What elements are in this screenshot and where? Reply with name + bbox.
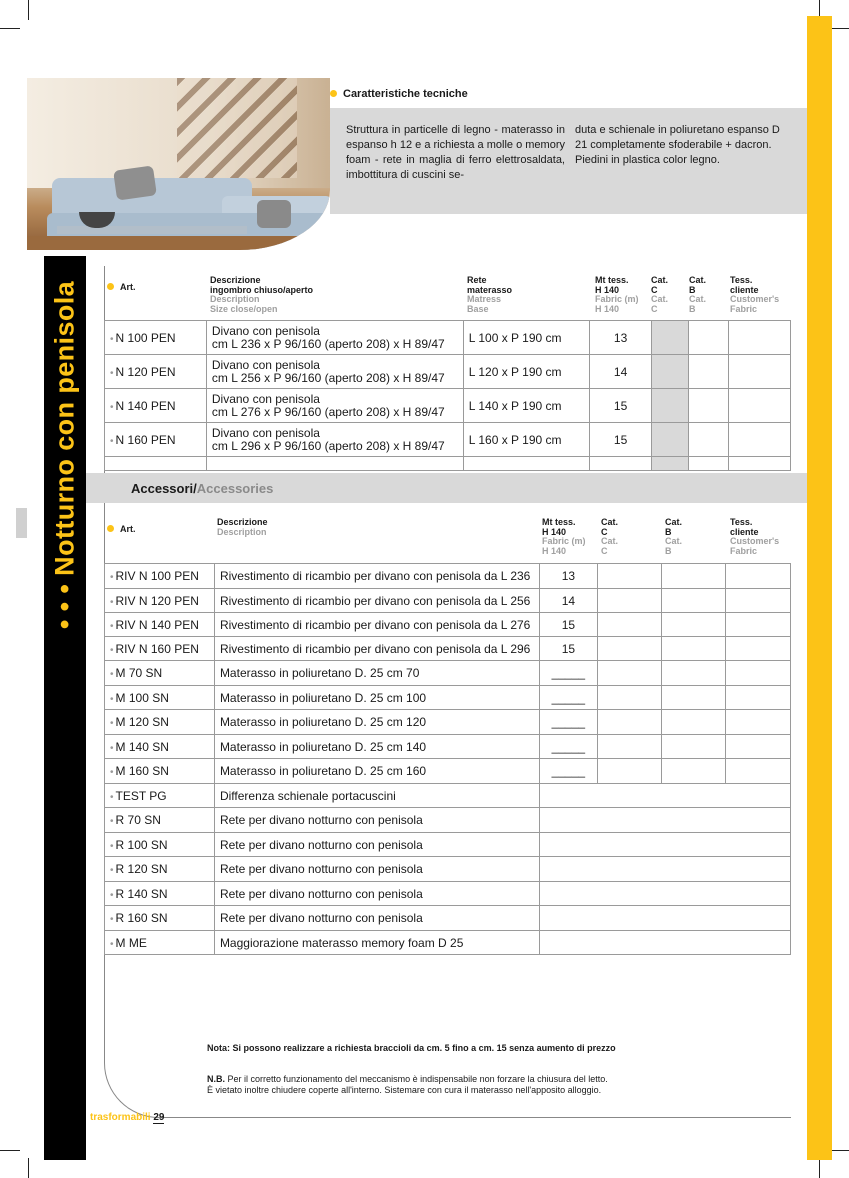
bullet-icon — [107, 283, 114, 290]
table-row: • M 120 SN Materasso in poliuretano D. 25 cm 120 _____ — [105, 710, 791, 735]
table-row: • R 140 SN Rete per divano notturno con penisola — [105, 882, 791, 906]
table-row: • M 160 SN Materasso in poliuretano D. 25 cm 160 _____ — [105, 759, 791, 784]
yellow-side-bar — [807, 16, 832, 1160]
accessories-title: Accessori/Accessories — [131, 481, 274, 496]
tech-text-col2: duta e schienale in poliuretano espanso D 21 completamente sfoderabile + dacron. Piedini in plastica color legno. — [575, 124, 780, 166]
table-row: • M 70 SN Materasso in poliuretano D. 25 cm 70 _____ — [105, 661, 791, 686]
acc-header-art: Art. — [107, 525, 136, 535]
table-row: • RIV N 140 PEN Rivestimento di ricambio per divano con penisola da L 276 15 — [105, 613, 791, 637]
main-table — [104, 320, 791, 471]
header-cat-b: Cat. B Cat. B — [689, 275, 707, 314]
table-row: • R 120 SN Rete per divano notturno con penisola — [105, 857, 791, 882]
header-tess: Tess. cliente Customer's Fabric — [730, 275, 780, 314]
header-art: Art. — [107, 283, 136, 293]
note-text: Nota: Si possono realizzare a richiesta braccioli da cm. 5 fino a cm. 15 senza aumento di prezzo — [207, 1043, 616, 1053]
nb-text: N.B. Per il corretto funzionamento del meccanismo è indispensabile non forzare la chiusura del letto. È vietato inoltre chiudere coperte all'interno. Sistemare con cura il materasso nell'apposito alloggio. — [207, 1074, 608, 1095]
header-cat-c: Cat. C Cat. C — [651, 275, 669, 314]
crop-mark — [829, 28, 849, 29]
table-row: • R 160 SN Rete per divano notturno con penisola — [105, 906, 791, 931]
tech-heading: Caratteristiche tecniche — [330, 88, 468, 100]
table-row: • R 100 SN Rete per divano notturno con penisola — [105, 833, 791, 857]
table-row: • N 140 PEN Divano con penisola cm L 276 x P 96/160 (aperto 208) x H 89/47 L 140 x P 190 cm 15 — [105, 389, 791, 423]
acc-header-desc: Descrizione Description — [217, 517, 268, 537]
acc-header-cat-c: Cat. C Cat. C — [601, 517, 619, 556]
crop-mark — [829, 1150, 849, 1151]
header-mt: Mt tess. H 140 Fabric (m) H 140 — [595, 275, 639, 314]
accessories-table — [104, 563, 791, 955]
page-number: 29 — [153, 1112, 165, 1123]
table-row: • RIV N 160 PEN Rivestimento di ricambio per divano con penisola da L 296 15 — [105, 637, 791, 661]
bullet-icon — [107, 525, 114, 532]
table-row: • M 140 SN Materasso in poliuretano D. 25 cm 140 _____ — [105, 735, 791, 759]
table-row: • N 100 PEN Divano con penisola cm L 236 x P 96/160 (aperto 208) x H 89/47 L 100 x P 190 cm 13 — [105, 321, 791, 355]
sofa-photo — [27, 78, 330, 250]
tech-text-col1: Struttura in particelle di legno - materasso in espanso h 12 e a richiesta a molle o memory foam - rete in maglia di ferro elettrosaldata, imbottitura di cuscini se- — [346, 124, 565, 181]
table-row: • M 100 SN Materasso in poliuretano D. 25 cm 100 _____ — [105, 686, 791, 710]
table-row: • N 120 PEN Divano con penisola cm L 256 x P 96/160 (aperto 208) x H 89/47 L 120 x P 190 cm 14 — [105, 355, 791, 389]
crop-mark — [0, 28, 20, 29]
acc-header-cat-b: Cat. B Cat. B — [665, 517, 683, 556]
bullet-icon — [330, 90, 337, 97]
table-row: • RIV N 100 PEN Rivestimento di ricambio per divano con penisola da L 236 13 — [105, 564, 791, 589]
acc-header-mt: Mt tess. H 140 Fabric (m) H 140 — [542, 517, 586, 556]
crop-mark — [28, 0, 29, 20]
side-title: • • • Notturno con penisola — [49, 280, 80, 630]
crop-mark — [819, 1158, 820, 1178]
table-row: • M ME Maggiorazione materasso memory foam D 25 — [105, 931, 791, 955]
table-row: • RIV N 120 PEN Rivestimento di ricambio per divano con penisola da L 256 14 — [105, 589, 791, 613]
acc-header-tess: Tess. cliente Customer's Fabric — [730, 517, 780, 556]
table-row: • N 160 PEN Divano con penisola cm L 296 x P 96/160 (aperto 208) x H 89/47 L 160 x P 190 cm 15 — [105, 423, 791, 457]
crop-mark — [0, 1150, 20, 1151]
crop-mark — [28, 1158, 29, 1178]
page-footer: trasformabili 29 — [90, 1112, 165, 1123]
table-row: • R 70 SN Rete per divano notturno con penisola — [105, 808, 791, 833]
grey-tab — [16, 508, 27, 538]
header-desc: Descrizione ingombro chiuso/aperto Description Size close/open — [210, 275, 314, 314]
table-row: • TEST PG Differenza schienale portacuscini — [105, 784, 791, 808]
header-rete: Rete materasso Matress Base — [467, 275, 513, 314]
